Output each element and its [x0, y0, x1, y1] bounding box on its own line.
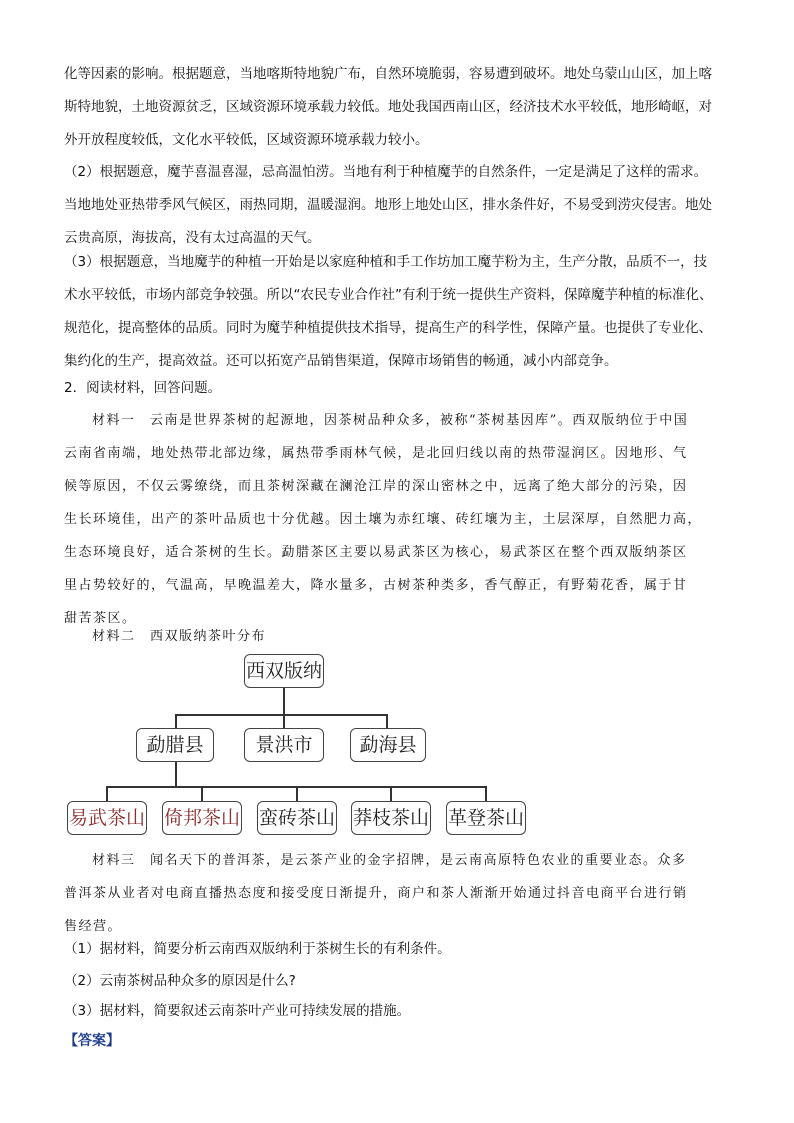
text-line: 2．阅读材料，回答问题。	[64, 380, 222, 396]
text-line: 化等因素的影响。根据题意，当地喀斯特地貌广布，自然环境脆弱，容易遭到破坏。地处乌蒙山山区，加上喀	[64, 66, 712, 82]
text-line: 生长环境佳，出产的茶叶品质也十分优越。因土壤为赤红壤、砖红壤为主，土层深厚，自然肥力高，	[64, 512, 703, 527]
question-2-title	[64, 372, 734, 405]
connector	[390, 786, 392, 801]
text-line: 云贵高原，海拔高，没有太过高温的天气。	[64, 230, 321, 246]
node-root: 西双版纳	[244, 654, 324, 688]
text-line: （3）根据题意，当地魔芋的种植一开始是以家庭种植和手工作坊加工魔芋粉为主，生产分散，品质不一，技	[64, 254, 708, 270]
connector	[201, 786, 203, 801]
node-yiwu: 易武茶山	[67, 801, 147, 835]
node-yibang: 倚邦茶山	[162, 801, 242, 835]
connector	[386, 714, 388, 728]
material-3	[64, 844, 734, 943]
question-2-1: （1）据材料，简要分析云南西双版纳利于茶树生长的有利条件。	[64, 941, 451, 957]
node-jinghong: 景洪市	[244, 728, 324, 762]
paragraph-answer-1	[64, 58, 734, 157]
text-line: 外开放程度较低，文化水平较低，区域资源环境承载力较小。	[64, 132, 429, 148]
text-line: 里占势较好的，气温高，早晚温差大，降水量多，古树茶种类多，香气醇正，有野菊花香，属于甘	[64, 578, 688, 593]
node-gedeng: 革登茶山	[446, 801, 526, 835]
text-line: 甜苦茶区。	[64, 611, 137, 626]
connector	[485, 786, 487, 801]
question-2-3: （3）据材料，简要叙述云南茶叶产业可持续发展的措施。	[64, 1003, 411, 1019]
text-line: 生态环境良好，适合茶树的生长。勐腊茶区主要以易武茶区为核心，易武茶区在整个西双版纳茶区	[64, 545, 688, 560]
connector	[106, 786, 485, 788]
text-line: 材料三 闻名天下的普洱茶，是云茶产业的金字招牌，是云南高原特色农业的重要业态。众多	[92, 853, 687, 868]
answer-label: 【答案】	[64, 1033, 120, 1049]
connector	[175, 762, 177, 786]
text-line: （2）根据题意，魔芋喜温喜湿，忌高温怕涝。当地有利于种植魔芋的自然条件，一定是满足了这样的需求。	[64, 164, 708, 180]
node-mengla: 勐腊县	[136, 728, 214, 762]
text-line: 材料一 云南是世界茶树的起源地，因茶树品种众多，被称“茶树基因库”。西双版纳位于中国	[92, 413, 689, 428]
text-line: 云南省南端，地处热带北部边缘，属热带季雨林气候，是北回归线以南的热带湿润区。因地形、气	[64, 446, 688, 461]
connector	[175, 714, 387, 716]
text-line: 普洱茶从业者对电商直播热态度和接受度日渐提升，商户和茶人渐渐开始通过抖音电商平台进行销	[64, 886, 688, 901]
question-2-2: （2）云南茶树品种众多的原因是什么?	[64, 973, 296, 989]
text-line: 候等原因，不仅云雾缭绕，而且茶树深藏在澜沧江岸的深山密林之中，远离了绝大部分的污染，因	[64, 479, 688, 494]
connector	[106, 786, 108, 801]
connector	[283, 688, 285, 714]
connector	[296, 786, 298, 801]
text-line: 术水平较低，市场内部竞争较强。所以“农民专业合作社”有利于统一提供生产资料，保障魔芋种植的标准化、	[64, 287, 713, 303]
node-menghai: 勐海县	[350, 728, 426, 762]
node-manzhuan: 蛮砖茶山	[257, 801, 337, 835]
text-line: 集约化的生产，提高效益。还可以拓宽产品销售渠道，保障市场销售的畅通，减小内部竞争。	[64, 353, 618, 369]
text-line: 当地地处亚热带季风气候区，雨热同期，温暖湿润。地形上地处山区，排水条件好，不易受到涝灾侵害。地处	[64, 197, 712, 213]
node-mangzhi: 莽枝茶山	[351, 801, 431, 835]
material-1	[64, 404, 734, 635]
material-2-title	[64, 620, 734, 653]
text-line: 材料二 西双版纳茶叶分布	[92, 629, 267, 644]
text-line: 规范化，提高整体的品质。同时为魔芋种植提供技术指导，提高生产的科学性，保障产量。也提供了专业化、	[64, 320, 712, 336]
text-line: 斯特地貌，土地资源贫乏，区域资源环境承载力较低。地处我国西南山区，经济技术水平较低，地形崎岖，对	[64, 99, 712, 115]
connector	[283, 714, 285, 728]
paragraph-answer-2	[64, 156, 734, 255]
paragraph-answer-3	[64, 246, 734, 378]
connector	[175, 714, 177, 728]
text-line: 售经营。	[64, 919, 123, 934]
